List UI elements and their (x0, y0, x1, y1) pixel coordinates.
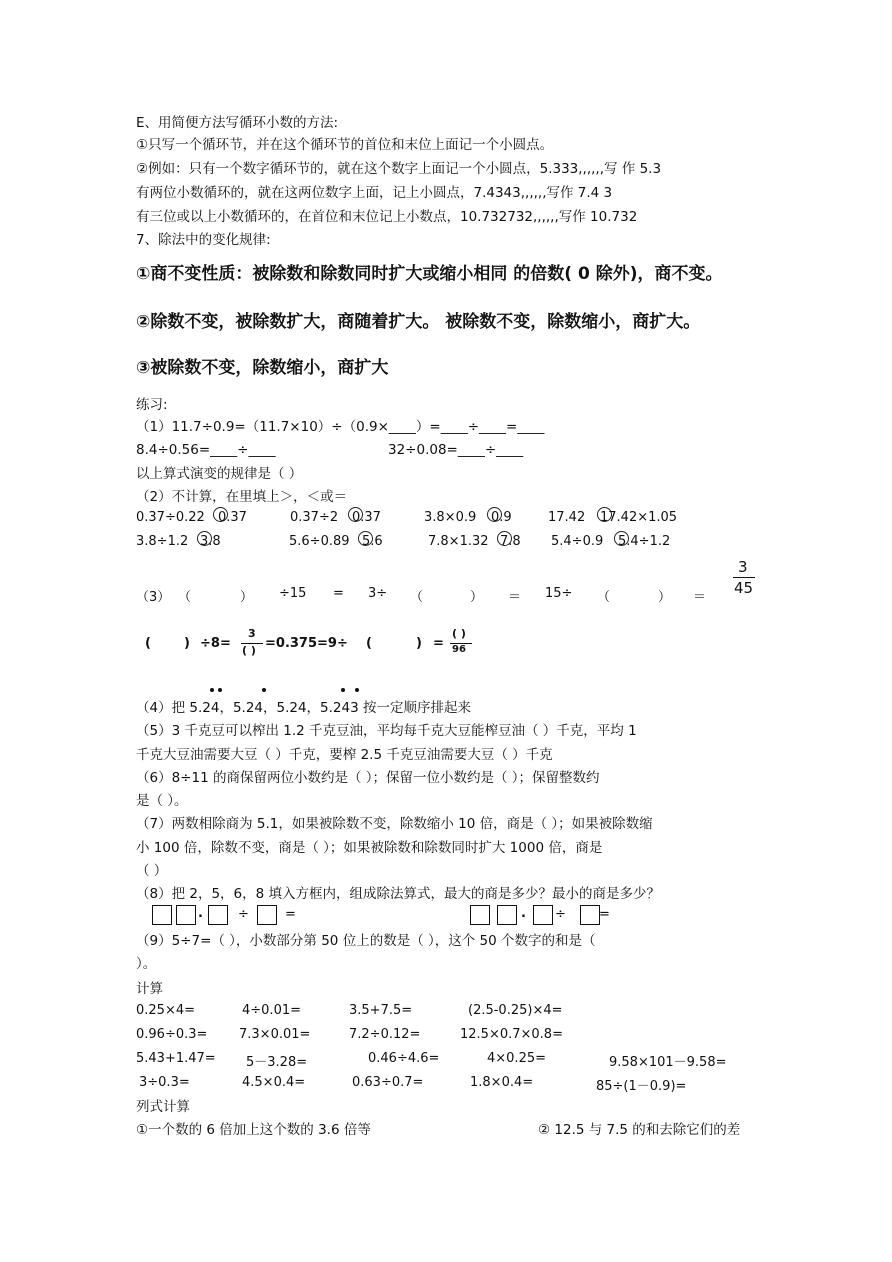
calc-r2-3: 7.2÷0.12= (349, 1027, 421, 1042)
calc-r1-2: 4÷0.01= (242, 1003, 302, 1018)
q3-p2: ÷15 (279, 586, 307, 601)
q2-r1-val3: 0.9 (491, 510, 512, 525)
q3-p5: （ (410, 590, 424, 605)
section-7-title: 7、除法中的变化规律: (136, 232, 271, 248)
calc-r1-1: 0.25×4= (136, 1003, 196, 1018)
question-1c: 32÷0.08=____÷____ (388, 442, 524, 458)
column-calc-item-1: ①一个数的 6 倍加上这个数的 3.6 倍等 (136, 1122, 371, 1138)
q3-frac-bar (733, 577, 755, 578)
equals-sign: = (599, 907, 610, 922)
compare-circle-8[interactable] (614, 531, 629, 546)
recurring-dot (355, 688, 359, 692)
q3-frac-numerator: 3 (738, 558, 748, 576)
decimal-point: . (198, 906, 203, 921)
question-8: （8）把 2，5，6，8 填入方框内，组成除法算式，最大的商是多少？最小的商是多少？ (136, 886, 661, 902)
q3-p9: （ (597, 590, 611, 605)
q3-p8: 15÷ (545, 586, 573, 601)
q3b-frac2-den: 96 (452, 644, 466, 655)
question-6b: 是（ ）。 (136, 793, 188, 809)
calc-title: 计算 (136, 981, 163, 997)
divide-sign: ÷ (238, 907, 249, 922)
calc-r3-3: 0.46÷4.6= (368, 1051, 440, 1066)
question-2-title: （2）不计算，在里填上＞，＜或＝ (136, 489, 348, 505)
compare-circle-4[interactable] (597, 507, 612, 522)
recurring-dot (341, 688, 345, 692)
compare-circle-5[interactable] (197, 531, 212, 546)
question-7a: （7）两数相除商为 5.1，如果被除数不变，除数缩小 10 倍，商是（ ）；如果被除数缩 (136, 816, 653, 832)
compare-circle-6[interactable] (358, 531, 373, 546)
question-5a: （5）3 千克豆可以榨出 1.2 千克豆油，平均每千克大豆能榨豆油（ ）千克，平均 1 (136, 723, 637, 739)
q2-r2-expr2: 5.6÷0.89 (289, 534, 350, 549)
calc-r3-2: 5－3.28= (246, 1055, 308, 1070)
q3-p6: ） (470, 590, 484, 605)
calc-r4-5: 85÷(1－0.9)= (596, 1079, 687, 1094)
question-1a: （1）11.7÷0.9=（11.7×10）÷（0.9×____）=____÷____=____ (136, 419, 545, 435)
q3-p7: ＝ (508, 590, 522, 605)
digit-box[interactable] (257, 905, 277, 925)
calc-r4-4: 1.8×0.4= (470, 1075, 534, 1090)
digit-box[interactable] (470, 905, 490, 925)
column-calc-item-2: ② 12.5 与 7.5 的和去除它们的差 (538, 1122, 741, 1138)
practice-title: 练习: (136, 397, 168, 413)
divide-sign: ÷ (555, 907, 566, 922)
q2-r1-expr2: 0.37÷2 (290, 510, 339, 525)
calc-r4-1: 3÷0.3= (139, 1075, 190, 1090)
q3-p0: （ (178, 590, 192, 605)
q2-r1-val4: 17.42×1.05 (600, 510, 678, 525)
q2-r2-expr4: 5.4÷0.9 (551, 534, 604, 549)
question-9a: （9）5÷7=（ ），小数部分第 50 位上的数是（ ），这个 50 个数字的和是（ (136, 933, 596, 949)
q2-r1-val1: 0.37 (218, 510, 247, 525)
q3b-frac-num: 3 (248, 627, 256, 640)
q3b-p5: =0.375=9÷ (265, 636, 348, 651)
q3b-frac2-num: ( ) (452, 627, 466, 640)
calc-r2-4: 12.5×0.7×0.8= (460, 1027, 563, 1042)
q2-r2-val2: 5.6 (362, 534, 383, 549)
question-1b: 8.4÷0.56=____÷____ (136, 442, 276, 458)
question-9b: ）。 (136, 956, 157, 972)
q3b-p1: ) (184, 636, 190, 651)
rule-2: ②除数不变，被除数扩大，商随着扩大。 被除数不变，除数缩小，商扩大。 (136, 312, 701, 332)
question-7b: 小 100 倍，除数不变，商是（ ）；如果被除数和除数同时扩大 1000 倍，商是 (136, 840, 603, 856)
q3-p4: 3÷ (368, 586, 388, 601)
section-e-title: E、用简便方法写循环小数的方法: (136, 115, 339, 131)
calc-r3-5: 9.58×101－9.58= (609, 1055, 727, 1070)
section-e-line4: 有三位或以上小数循环的，在首位和末位记上小数点，10.732732,,,,,,写作 10.732 (136, 209, 638, 225)
q3-label: （3） (136, 590, 171, 605)
q3-p10: ） (658, 590, 672, 605)
q2-r1-expr4: 17.42 (548, 510, 586, 525)
question-5b: 千克大豆油需要大豆（ ）千克，要榨 2.5 千克豆油需要大豆（ ）千克 (136, 747, 553, 763)
question-6a: （6）8÷11 的商保留两位小数约是（ ）；保留一位小数约是（ ）；保留整数约 (136, 770, 600, 786)
q2-r2-val1: 3.8 (200, 534, 221, 549)
q3b-p8: = (433, 636, 444, 651)
section-e-line3: 有两位小数循环的，就在这两位数字上面，记上小圆点，7.4343,,,,,,写作 7.4 3 (136, 185, 613, 201)
calc-r1-4: (2.5-0.25)×4= (468, 1003, 563, 1018)
question-7c: （ ） (136, 863, 168, 879)
q3b-p6: ( (366, 636, 372, 651)
calc-r4-2: 4.5×0.4= (242, 1075, 306, 1090)
rule-3: ③被除数不变，除数缩小，商扩大 (136, 358, 389, 378)
calc-r3-4: 4×0.25= (487, 1051, 547, 1066)
equals-sign: = (285, 907, 296, 922)
q2-r2-expr3: 7.8×1.32 (428, 534, 489, 549)
recurring-dot (262, 688, 266, 692)
digit-box[interactable] (497, 905, 517, 925)
q3b-frac-den: ( ) (242, 644, 256, 657)
question-4: （4）把 5.24，5.24，5.24，5.243 按一定顺序排起来 (136, 700, 471, 716)
calc-r4-3: 0.63÷0.7= (352, 1075, 424, 1090)
digit-box[interactable] (176, 905, 196, 925)
column-calc-title: 列式计算 (136, 1099, 190, 1115)
digit-box[interactable] (208, 905, 228, 925)
q2-r1-val2: 0.37 (352, 510, 381, 525)
q3-p3: = (333, 586, 344, 601)
calc-r2-1: 0.96÷0.3= (136, 1027, 208, 1042)
q3b-p2: ÷8= (200, 636, 231, 651)
q3b-p7: ) (416, 636, 422, 651)
calc-r3-1: 5.43+1.47= (136, 1051, 216, 1066)
compare-circle-7[interactable] (497, 531, 512, 546)
recurring-dot (218, 688, 222, 692)
q2-r2-expr1: 3.8÷1.2 (136, 534, 189, 549)
decimal-point: . (521, 906, 526, 921)
q2-r2-val4: 5.4÷1.2 (618, 534, 671, 549)
q2-r1-expr3: 3.8×0.9 (424, 510, 477, 525)
compare-circle-3[interactable] (487, 507, 502, 522)
q3-p1: ） (240, 590, 254, 605)
compare-circle-1[interactable] (213, 507, 228, 522)
digit-box[interactable] (533, 905, 553, 925)
recurring-dot (210, 688, 214, 692)
compare-circle-2[interactable] (348, 507, 363, 522)
q3b-p0: ( (145, 636, 151, 651)
q3-p11: ＝ (693, 590, 707, 605)
section-e-line2: ②例如：只有一个数字循环节的，就在这个数字上面记一个小圆点，5.333,,,,,,写 作 5.3 (136, 161, 662, 177)
calc-r2-2: 7.3×0.01= (239, 1027, 311, 1042)
calc-r1-3: 3.5+7.5= (349, 1003, 413, 1018)
question-1-rule: 以上算式演变的规律是（ ） (136, 466, 303, 482)
digit-box[interactable] (580, 905, 600, 925)
digit-box[interactable] (152, 905, 172, 925)
q3-frac-denominator: 45 (734, 579, 754, 597)
section-e-line1: ①只写一个循环节，并在这个循环节的首位和末位上面记一个小圆点。 (136, 137, 554, 153)
rule-1: ①商不变性质：被除数和除数同时扩大或缩小相同 的倍数( 0 除外)，商不变。 (136, 264, 723, 284)
q2-r1-expr1: 0.37÷0.22 (136, 510, 205, 525)
q2-r2-val3: 7.8 (500, 534, 521, 549)
